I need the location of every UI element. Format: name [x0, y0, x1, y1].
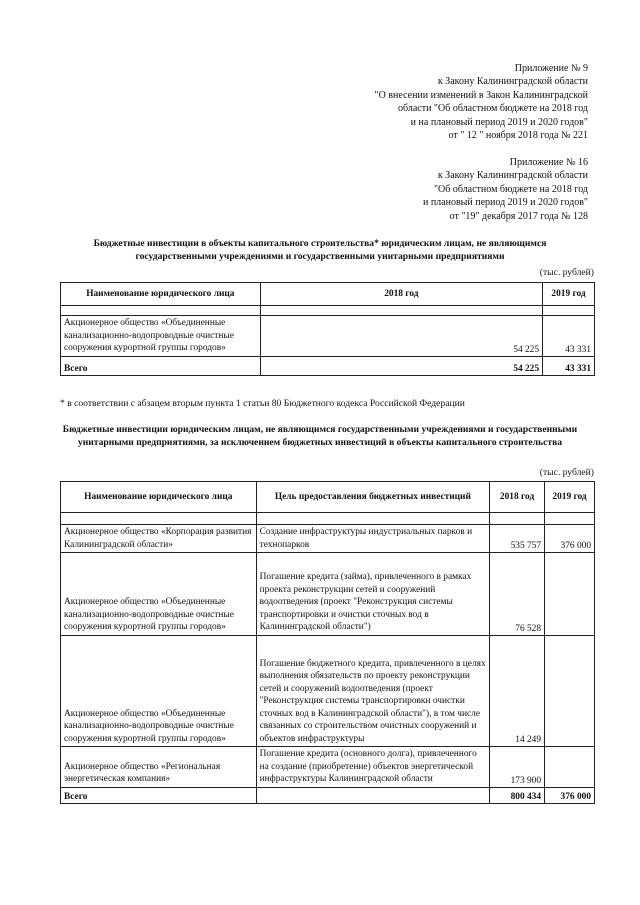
table-row: [61, 747, 595, 788]
value-2019: 43 331: [543, 316, 595, 357]
value-2019: 376 000: [545, 525, 595, 553]
table-row: [61, 316, 595, 357]
value-2019: [545, 635, 595, 747]
table1-units: (тыс. рублей): [539, 267, 594, 278]
header-line: от "19" декабря 2017 года № 128: [449, 210, 588, 222]
header-line: Приложение № 16: [509, 157, 588, 168]
footnote: * в соответствии с абзацем вторым пункта 1 статьи 80 Бюджетного кодекса Российской Федерации: [60, 398, 465, 409]
table-row: [61, 525, 595, 553]
table-header-row: [61, 283, 595, 306]
value-2018: 54 225: [260, 316, 542, 357]
value-2019: [545, 747, 595, 788]
table-spacer-row: [61, 306, 595, 316]
value-2018: 14 249: [490, 635, 545, 747]
header-line: и плановый период 2019 и 2020 годов": [422, 197, 588, 209]
header-line: области "Об областном бюджете на 2018 год: [398, 103, 588, 115]
legal-entity-name: Акционерное общество «Корпорация развития Калининградской области»: [61, 525, 257, 553]
legal-entity-name: Акционерное общество «Объединенные канализационно-водопроводные очистные сооружения курортной группы городов»: [61, 316, 261, 357]
investment-purpose: Погашение кредита (основного долга), привлеченного на создание (приобретение) объектов энергетической инфраструктуры Калининградской области: [256, 747, 489, 788]
total-row: [61, 787, 595, 803]
appendix-9-header: [375, 62, 589, 142]
header-line: "О внесении изменений в Закон Калининградской: [374, 89, 588, 101]
column-header: 2018 год: [490, 482, 545, 513]
total-row: [61, 356, 595, 375]
investment-purpose: Погашение бюджетного кредита, привлеченного в целях выполнения обязательств по проекту реконструкции сетей и сооружений водоотведения (проект "Реконструкция системы транспортировки очистки сточных вод в Калининградской области"), в том числе связанных со строительством очистных сооружений и объектов инфраструктуры: [256, 635, 489, 747]
table-header-row: [61, 482, 595, 513]
value-2018: 76 528: [490, 553, 545, 636]
total-2019: 376 000: [545, 787, 595, 803]
legal-entity-name: Акционерное общество «Объединенные канализационно-водопроводные очистные сооружения курортной группы городов»: [61, 553, 257, 636]
table2-units: (тыс. рублей): [539, 467, 594, 478]
header-line: "Об областном бюджете на 2018 год: [433, 183, 588, 195]
column-header: Наименование юридического лица: [61, 482, 257, 513]
table1-title: Бюджетные инвестиции в объекты капитального строительства* юридическим лицам, не являющимся государственными учреждениями и государственными унитарными предприятиями: [93, 238, 547, 262]
legal-entity-name: Акционерное общество «Региональная энергетическая компания»: [61, 747, 257, 788]
legal-entity-name: Акционерное общество «Объединенные канализационно-водопроводные очистные сооружения курортной группы городов»: [61, 635, 257, 747]
investment-purpose: Создание инфраструктуры индустриальных парков и технопарков: [256, 525, 489, 553]
column-header: 2018 год: [260, 283, 542, 306]
column-header: Наименование юридического лица: [61, 283, 261, 306]
capital-construction-table: [60, 282, 595, 376]
table-row: [61, 553, 595, 636]
budget-investments-table: [60, 481, 595, 804]
total-label: Всего: [61, 787, 257, 803]
value-2018: 535 757: [490, 525, 545, 553]
table2-title: Бюджетные инвестиции юридическим лицам, не являющимся государственными учреждениями и государственными унитарными предприятиями, за исключением бюджетных инвестиций в объекты капитального строительства: [62, 424, 578, 448]
total-2019: 43 331: [543, 356, 595, 375]
header-line: к Закону Калининградской области: [437, 76, 588, 88]
header-line: от " 12 " ноября 2018 года № 221: [448, 130, 588, 142]
appendix-16-header: [423, 156, 588, 223]
value-2019: [545, 553, 595, 636]
header-line: и на плановый период 2019 и 2020 годов": [410, 116, 588, 128]
header-line: Приложение № 9: [514, 63, 588, 74]
empty-cell: [256, 787, 489, 803]
value-2018: 173 900: [490, 747, 545, 788]
header-line: к Закону Калининградской области: [437, 170, 588, 182]
investment-purpose: Погашение кредита (займа), привлеченного в рамках проекта реконструкции сетей и сооружений водоотведения (проект "Реконструкция системы транспортировки и очистки сточных вод в Калининградской области"): [256, 553, 489, 636]
column-header: Цель предоставления бюджетных инвестиций: [256, 482, 489, 513]
total-label: Всего: [61, 356, 261, 375]
total-2018: 54 225: [260, 356, 542, 375]
table-row: [61, 635, 595, 747]
total-2018: 800 434: [490, 787, 545, 803]
column-header: 2019 год: [543, 283, 595, 306]
column-header: 2019 год: [545, 482, 595, 513]
table-spacer-row: [61, 513, 595, 525]
